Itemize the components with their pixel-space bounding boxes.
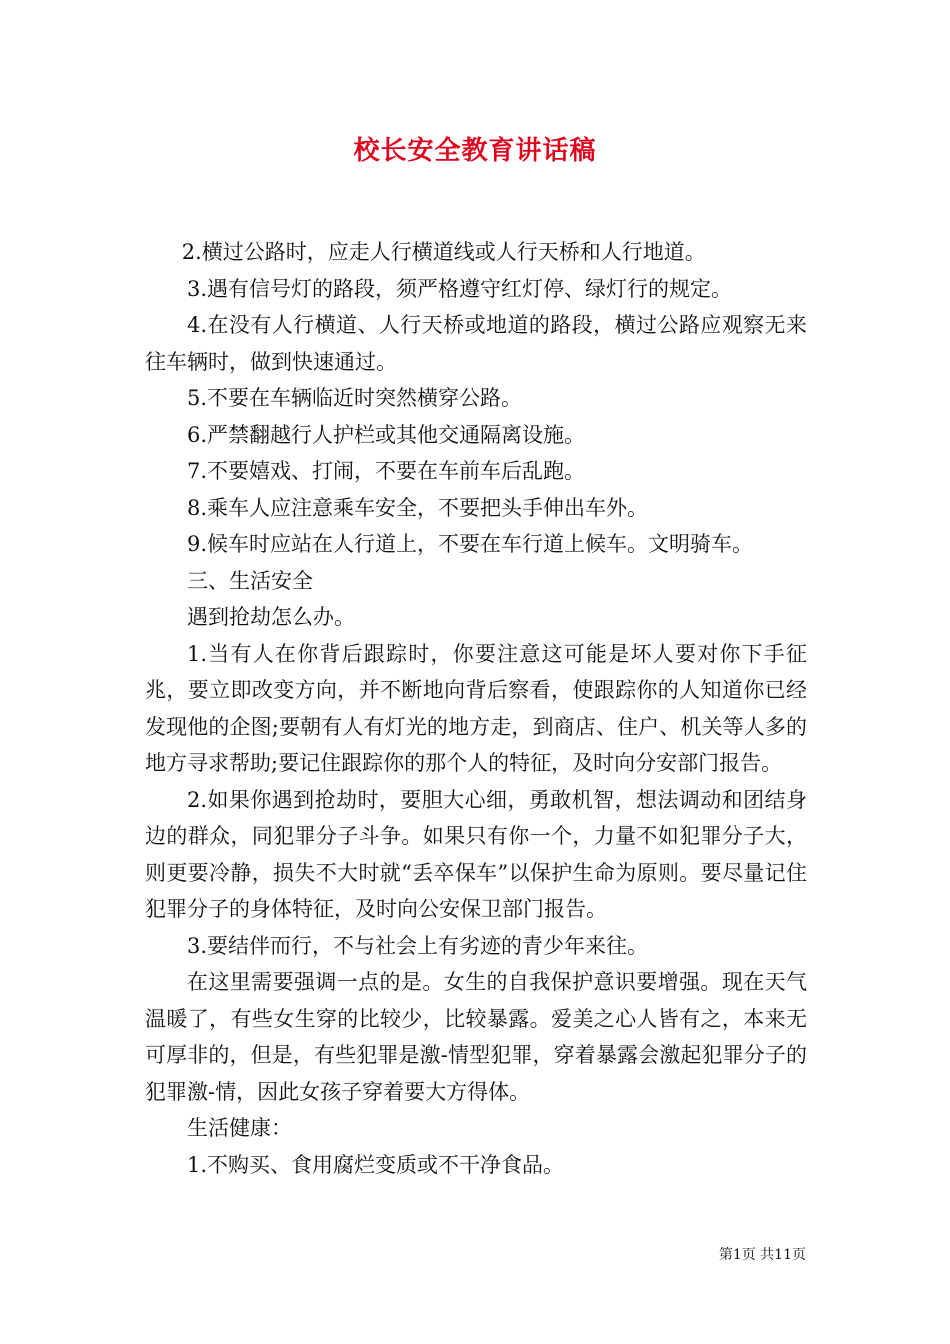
document-body <box>145 234 807 1183</box>
paragraph: 6.严禁翻越行人护栏或其他交通隔离设施。 <box>187 422 586 447</box>
paragraph: 5.不要在车辆临近时突然横穿公路。 <box>187 386 523 410</box>
paragraph: 2.如果你遇到抢劫时，要胆大心细，勇敢机智，想法调动和团结身边的群众，同犯罪分子斗争。如果只有你一个，力量不如犯罪分子大，则更要冷静，损失不大时就“丢卒保车”以保护生命为原则。要尽量记住犯罪分子的身体特征，及时向公安保卫部门报告。 <box>145 787 807 921</box>
document-title: 校长安全教育讲话稿 <box>353 136 597 166</box>
paragraph: 在这里需要强调一点的是。女生的自我保护意识要增强。现在天气温暖了，有些女生穿的比较少，比较暴露。爱美之心人皆有之，本来无可厚非的，但是，有些犯罪是激-情型犯罪，穿着暴露会激起犯罪分子的犯罪激-情，因此女孩子穿着要大方得体。 <box>145 970 807 1104</box>
paragraph: 1.不购买、食用腐烂变质或不干净食品。 <box>187 1152 565 1177</box>
paragraph: 3.要结伴而行，不与社会上有劣迹的青少年来往。 <box>187 933 649 958</box>
paragraph: 9.候车时应站在人行道上，不要在车行道上候车。文明骑车。 <box>187 532 754 556</box>
page-number-footer: 第1页 共11页 <box>718 1247 806 1263</box>
subsection-heading: 生活健康： <box>187 1116 292 1140</box>
subsection-heading: 遇到抢劫怎么办。 <box>187 605 355 629</box>
paragraph: 7.不要嬉戏、打闹，不要在车前车后乱跑。 <box>187 459 586 483</box>
paragraph: 1.当有人在你背后跟踪时，你要注意这可能是坏人要对你下手征兆，要立即改变方向，并不断地向背后察看，使跟踪你的人知道你已经发现他的企图;要朝有人有灯光的地方走，到商店、住户、机关等人多的地方寻求帮助;要记住跟踪你的那个人的特征，及时向分安部门报告。 <box>145 641 807 775</box>
paragraph: 2.横过公路时，应走人行横道线或人行天桥和人行地道。 <box>181 240 706 264</box>
paragraph: 3.遇有信号灯的路段，须严格遵守红灯停、绿灯行的规定。 <box>187 276 733 301</box>
section-heading: 三、生活安全 <box>187 568 313 593</box>
paragraph: 4.在没有人行横道、人行天桥或地道的路段，横过公路应观察无来往车辆时，做到快速通过。 <box>145 313 807 374</box>
paragraph: 8.乘车人应注意乘车安全，不要把头手伸出车外。 <box>187 495 649 520</box>
